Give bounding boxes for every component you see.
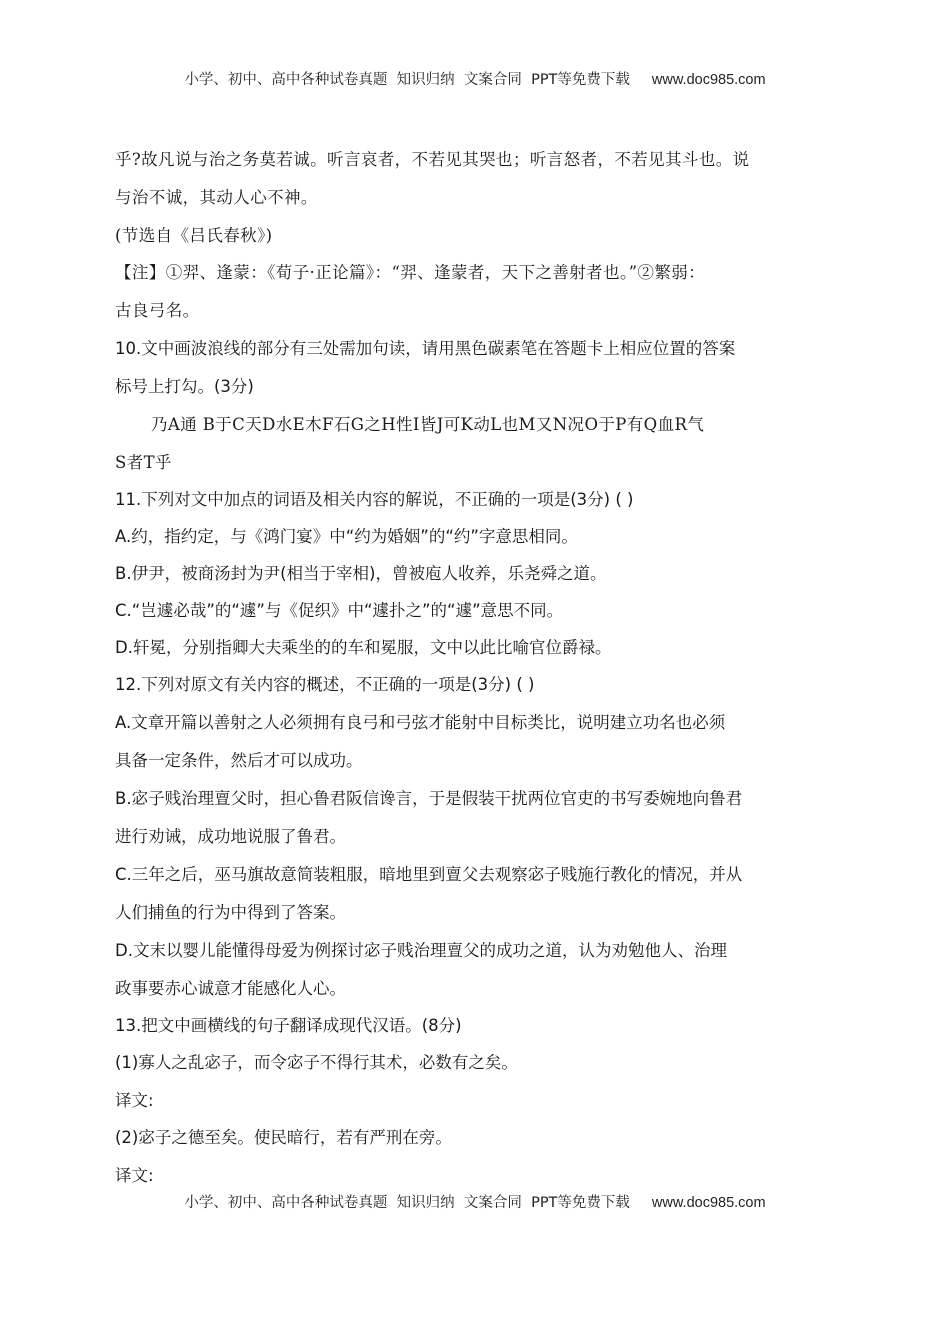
footer-url[interactable]: www.doc985.com [651, 1195, 766, 1211]
question-12-option-d-cont: 政事要赤心诚意才能感化人心。 [115, 979, 346, 998]
question-12-option-b-cont: 进行劝诫，成功地说服了鲁君。 [115, 827, 346, 846]
page-footer [0, 1191, 950, 1212]
question-12-option-a: A.文章开篇以善射之人必须拥有良弓和弓弦才能射中目标类比，说明建立功名也必须 [115, 713, 726, 732]
passage-source: (节选自《吕氏春秋》) [115, 226, 273, 245]
passage-line: 与治不诚，其动人心不神。 [115, 188, 318, 207]
question-13-stem: 13.把文中画横线的句子翻译成现代汉语。(8分) [115, 1016, 462, 1035]
question-12-option-b: B.宓子贱治理亶父时，担心鲁君阪信谗言，于是假装干扰两位官吏的书写委婉地向鲁君 [115, 789, 743, 808]
page-header [0, 68, 950, 89]
question-11-option-a: A.约，指约定，与《鸿门宴》中“约为婚姻”的“约”字意思相同。 [115, 527, 578, 546]
question-13-answer-label-1: 译文: [115, 1091, 154, 1110]
annotation-line: 古良弓名。 [115, 301, 200, 320]
question-10-stem: 10.文中画波浪线的部分有三处需加句读，请用黑色碳素笔在答题卡上相应位置的答案 [115, 339, 736, 358]
header-url[interactable]: www.doc985.com [651, 72, 766, 88]
question-13-sentence-1: (1)寡人之乱宓子，而令宓子不得行其术，必数有之矣。 [115, 1053, 518, 1072]
question-11-option-d: D.轩冕，分别指卿大夫乘坐的的车和冕服，文中以此比喻官位爵禄。 [115, 638, 612, 657]
question-12-option-d: D.文末以婴儿能懂得母爱为例探讨宓子贱治理亶父的成功之道，认为劝勉他人、治理 [115, 941, 727, 960]
footer-text: 小学、初中、高中各种试卷真题 知识归纳 文案合同 PPT等免费下载 [184, 1195, 630, 1211]
question-11-option-c: C.“岂遽必哉”的“遽”与《促织》中“遽扑之”的“遽”意思不同。 [115, 601, 564, 620]
question-10-stem-cont: 标号上打勾。(3分) [115, 377, 254, 396]
question-10-options: 乃A通 B于C天D水E木F石G之H性I皆J可K动L也M又N况O于P有Q血R气 [151, 415, 705, 434]
passage-line: 乎?故凡说与治之务莫若诚。听言哀者，不若见其哭也；听言怒者，不若见其斗也。说 [115, 150, 750, 169]
question-10-options-cont: S者T乎 [115, 453, 172, 472]
question-13-answer-label-2: 译文: [115, 1166, 154, 1185]
annotation-line: 【注】①羿、逢蒙：《荀子·正论篇》：“羿、逢蒙者，天下之善射者也。”②繁弱： [115, 263, 706, 282]
document-body [115, 141, 840, 1195]
question-13-sentence-2: (2)宓子之德至矣。使民暗行，若有严刑在旁。 [115, 1128, 452, 1147]
question-11-stem: 11.下列对文中加点的词语及相关内容的解说，不正确的一项是(3分) ( ) [115, 490, 634, 509]
question-12-option-a-cont: 具备一定条件，然后才可以成功。 [115, 751, 363, 770]
question-12-option-c-cont: 人们捕鱼的行为中得到了答案。 [115, 903, 346, 922]
question-11-option-b: B.伊尹，被商汤封为尹(相当于宰相)，曾被庖人收养，乐尧舜之道。 [115, 564, 607, 583]
question-12-stem: 12.下列对原文有关内容的概述，不正确的一项是(3分) ( ) [115, 675, 535, 694]
question-12-option-c: C.三年之后，巫马旗故意简装粗服，暗地里到亶父去观察宓子贱施行教化的情况，并从 [115, 865, 743, 884]
header-text: 小学、初中、高中各种试卷真题 知识归纳 文案合同 PPT等免费下载 [184, 72, 630, 88]
